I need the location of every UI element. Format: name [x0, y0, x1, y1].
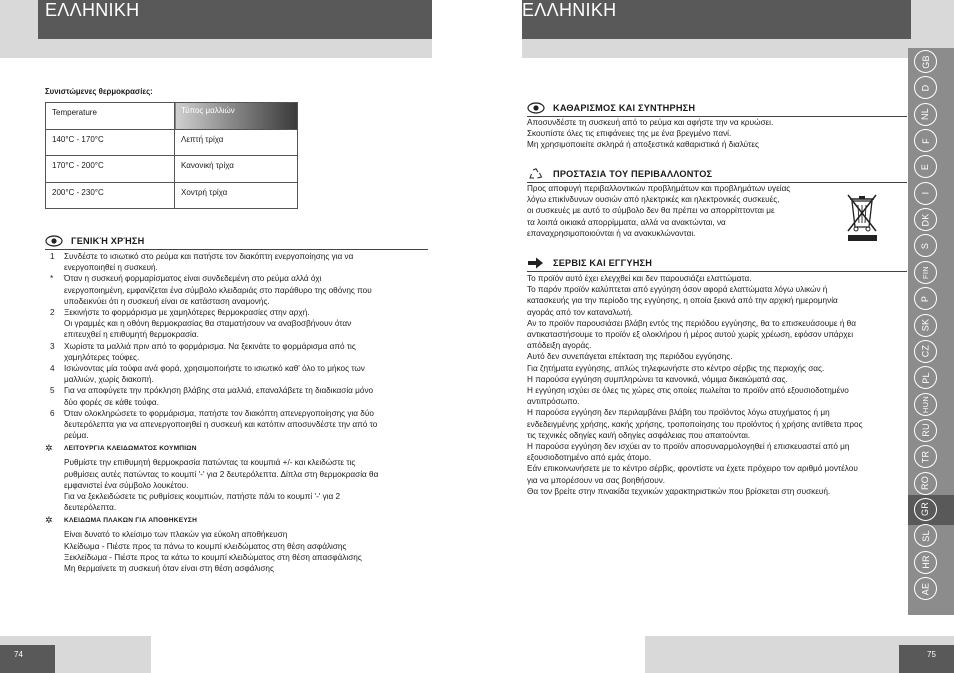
language-tab-dk[interactable] — [914, 208, 937, 231]
general-use-list — [45, 251, 425, 574]
list-item-number: 2 — [50, 308, 55, 318]
paragraph-line: Εάν επικοινωνήσετε με το κέντρο σέρβις, φροντίστε να έχετε πρόχειρο τον αριθμό μοντέλου — [527, 464, 858, 474]
paragraph-line: Η παρούσα εγγύηση δεν περιλαμβάνει βλάβη του προϊόντος λόγω ατυχήματος ή μη — [527, 408, 830, 418]
language-tab-label: RO — [920, 476, 931, 491]
table-cell: 170°C - 200°C — [46, 156, 175, 183]
paragraph-line: για να μπορέσουν να σας βοηθήσουν. — [527, 475, 666, 485]
page-title: ΕΛΛΗΝΙΚΗ — [45, 0, 140, 20]
button-lock-title: ΛΕΙΤΟΥΡΓΙΑ ΚΛΕΙΔΩΜΑΤΟΣ ΚΟΥΜΠΙΩΝ — [64, 445, 197, 453]
service-heading — [527, 257, 652, 269]
paragraph-line: Μη χρησιμοποιείτε σκληρά ή αποξεστικά καθαριστικά ή διαλύτες — [527, 140, 759, 150]
paragraph-line: Αν το προϊόν παρουσιάσει βλάβη εντός της περιόδου εγγύησης, θα το επισκευάσουμε ή θα — [527, 318, 856, 328]
table-row — [46, 182, 298, 209]
list-item — [45, 296, 425, 307]
language-tab-label: DK — [920, 213, 931, 227]
paragraph-line: ενδεδειγμένης χρήσης, κακής χρήσης, τροποποίησης του προϊόντος ή χρήσης αντίθετα προς — [527, 419, 863, 429]
list-item — [45, 385, 425, 396]
plate-lock-subheading — [45, 515, 425, 526]
recommended-temps-label: Συνιστώμενες θερμοκρασίες: — [45, 87, 153, 96]
paragraph-line: Για να ξεκλειδώσετε τις ρυθμίσεις κουμπιών, πατήστε πάλι το κουμπί '-' για 2 — [64, 492, 341, 502]
gear-icon: ✲ — [45, 515, 53, 526]
language-tab-label: TR — [920, 450, 931, 464]
list-item-text: Για να αποφύγετε την πρόκληση βλάβης στα μαλλιά, επαναλάβετε τη διαδικασία μόνο — [64, 386, 374, 396]
list-item-number — [45, 285, 64, 296]
gear-icon: ✲ — [45, 443, 53, 454]
language-tab-label: HR — [920, 555, 931, 569]
list-item-text: επιτευχθεί η επιθυμητή θερμοκρασία. — [64, 330, 199, 340]
list-item — [45, 273, 425, 284]
language-tab-gr[interactable] — [914, 498, 937, 521]
language-tab-label: E — [920, 163, 931, 171]
language-tab-label: SK — [920, 318, 931, 332]
list-item-number: 5 — [50, 386, 55, 396]
paragraph-line: Η παρούσα εγγύηση δεν ισχύει αν το προϊόν αποσυναρμολογηθεί ή επισκευαστεί από μη — [527, 442, 850, 452]
list-item-text: Όταν η συσκευή φορμαρίσματος είναι συνδεδεμένη στο ρεύμα αλλά όχι — [64, 274, 322, 284]
list-item — [45, 341, 425, 352]
cleaning-heading — [527, 102, 695, 114]
list-item-number — [45, 397, 64, 408]
list-item-number — [45, 430, 64, 441]
list-item-number — [45, 262, 64, 273]
paragraph-line: Ρυθμίστε την επιθυμητή θερμοκρασία πατώντας τα κουμπιά +/- και κλειδώστε τις — [64, 458, 356, 468]
paragraph-line: Σκουπίστε όλες τις επιφάνειες της με ένα βρεγμένο πανί. — [527, 129, 732, 139]
list-item — [45, 329, 425, 340]
list-item-text: δευτερόλεπτα για να απενεργοποιηθεί η συσκευή και κατόπιν αποσυνδέστε την από το — [64, 420, 378, 430]
language-tab-label: RU — [920, 423, 931, 438]
language-tab-hr[interactable] — [914, 551, 937, 574]
paragraph-line: Κλείδωμα - Πιέστε προς τα πάνω το κουμπί κλειδώματος στη θέση ασφάλισης — [64, 541, 347, 551]
list-item-number — [45, 374, 64, 385]
list-item — [45, 318, 425, 329]
table-header-cell: Temperature — [46, 103, 175, 130]
language-tab-ro[interactable] — [914, 472, 937, 495]
general-use-heading — [45, 235, 144, 247]
list-item-text: Οι γραμμές και η οθόνη θερμοκρασίας θα σταματήσουν να αναβοσβήνουν όταν — [64, 319, 352, 329]
language-tab-p[interactable] — [914, 287, 937, 310]
paragraph-line: αγοράς από τον καταναλωτή. — [527, 307, 633, 317]
table-header-cell: Τύπος μαλλιών — [175, 103, 298, 130]
table-row — [46, 129, 298, 156]
language-tab-label: HUN — [921, 395, 930, 413]
list-item-text: Όταν ολοκληρώσετε το φορμάρισμα, πατήστε τον διακόπτη απενεργοποίησης για δύο — [64, 408, 374, 418]
language-tab-label: P — [920, 295, 931, 302]
general-use-title: ΓΕΝΙΚΉ ΧΡΉΣΗ — [71, 236, 145, 246]
paragraph-line: Αποσυνδέστε τη συσκευή από το ρεύμα και αφήστε την να κρυώσει. — [527, 118, 774, 127]
table-header-row — [46, 103, 298, 130]
paragraph-line: Το προϊόν αυτό έχει ελεγχθεί και δεν παρουσιάζει ελαττώματα. — [527, 274, 752, 283]
paragraph-line: τις τεχνικές οδηγίες και/ή οδηγίες ασφάλειας που απαιτούνται. — [527, 430, 751, 440]
list-item-text: χαμηλότερες τούφες. — [64, 352, 140, 362]
paragraph-line: Θα τον βρείτε στην πινακίδα τεχνικών χαρακτηριστικών που βρίσκεται στη συσκευή. — [527, 486, 831, 496]
list-item — [45, 363, 425, 374]
list-item — [45, 285, 425, 296]
list-item — [45, 397, 425, 408]
paragraph-line: Η παρούσα εγγύηση συμπληρώνει τα κανονικά, νόμιμα δικαιώματά σας. — [527, 374, 788, 384]
plate-lock-title: ΚΛΕΙΔΩΜΑ ΠΛΑΚΩΝ ΓΙΑ ΑΠΟΘΗΚΕΥΣΗ — [64, 517, 198, 525]
list-item-text: Συνδέστε το ισιωτικό στο ρεύμα και πατήστε τον διακόπτη ενεργοποίησης για να — [64, 252, 354, 261]
language-tab-label: FIN — [920, 265, 930, 279]
list-item — [45, 251, 425, 262]
list-item-number: 3 — [50, 341, 55, 351]
language-tab-label: GR — [920, 502, 931, 517]
language-tab-label: I — [920, 191, 931, 195]
paragraph-line: αντιπρόσωπο. — [527, 397, 580, 407]
environment-text — [527, 183, 827, 239]
list-item-text: ρεύμα. — [64, 431, 89, 441]
paragraph-line: Η εγγύηση ισχύει σε όλες τις χώρες στις οποίες πωλείται το προϊόν από εξουσιοδοτημένο — [527, 386, 849, 396]
service-text — [527, 273, 909, 497]
paragraph-line: δευτερόλεπτα. — [64, 503, 117, 513]
environment-heading — [527, 168, 712, 180]
paragraph-line: Μη θερμαίνετε τη συσκευή όταν είναι στη θέση ασφάλισης — [64, 564, 274, 574]
language-tab-label: D — [920, 84, 931, 92]
list-item-text: Χωρίστε τα μαλλιά πριν από το φορμάρισμα. Να ξεκινάτε το φορμάρισμα από τις — [64, 341, 356, 351]
language-tab-ru[interactable] — [914, 419, 937, 442]
service-title: ΣΕΡΒΙΣ ΚΑΙ ΕΓΓΥΗΣΗ — [553, 258, 653, 268]
list-item-number: 6 — [50, 408, 55, 418]
list-item-number — [45, 296, 64, 307]
language-tab-gb[interactable] — [914, 50, 937, 73]
list-item-number: * — [50, 274, 54, 284]
eye-icon — [45, 235, 63, 247]
list-item-number — [45, 419, 64, 430]
language-tab-label: PL — [920, 371, 931, 384]
recycle-icon — [527, 168, 545, 180]
list-item — [45, 408, 425, 419]
list-item — [45, 262, 425, 273]
language-tab-f[interactable] — [914, 129, 937, 152]
paragraph-line: Αυτό δεν συνεπάγεται επέκταση της περιόδου εγγύησης. — [527, 352, 733, 362]
table-cell: Λεπτή τρίχα — [175, 129, 298, 156]
list-item-number — [45, 318, 64, 329]
paragraph-line: εξουσιοδοτημένο από εμάς άτομο. — [527, 453, 652, 463]
table-cell: Κανονική τρίχα — [175, 156, 298, 183]
arrow-right-icon — [527, 257, 545, 269]
language-tab-fin[interactable] — [914, 261, 937, 284]
language-tab-cz[interactable] — [914, 340, 937, 363]
eye-icon — [527, 102, 545, 114]
paragraph-line: Προς αποφυγή περιβαλλοντικών προβλημάτων και προβλημάτων υγείας — [527, 184, 791, 193]
cleaning-title: ΚΑΘΑΡΙΣΜΟΣ ΚΑΙ ΣΥΝΤΗΡΗΣΗ — [553, 103, 696, 113]
list-item — [45, 307, 425, 318]
language-tab-label: S — [920, 242, 931, 250]
paragraph-line: οι συσκευές με αυτό το σύμβολο δεν θα πρέπει να απορρίπτονται με — [527, 206, 775, 216]
paragraph-line: Είναι δυνατό το κλείσιμο των πλακών για εύκολη αποθήκευση — [64, 530, 288, 540]
language-tab-label: GB — [920, 54, 931, 69]
language-tab-i[interactable] — [914, 182, 937, 205]
list-item-text: Ισιώνοντας μία τούφα ανά φορά, χρησιμοποιήστε το ισιωτικό καθ' όλο το μήκος των — [64, 364, 365, 374]
list-item — [45, 374, 425, 385]
list-item-text: ενεργοποιημένη, εμφανίζεται ένα σύμβολο κλειδαριάς στο παράθυρο της οθόνης που — [64, 285, 372, 295]
list-item-number: 1 — [50, 252, 55, 261]
table-cell: 200°C - 230°C — [46, 182, 175, 209]
paragraph-line: κατασκευής για την περίοδο της εγγύησης, η οποία ξεκινά από την αρχική ημερομηνία — [527, 296, 838, 306]
paragraph-line: επαναχρησιμοποιούνται ή να ανακυκλώνονται. — [527, 228, 696, 238]
paragraph-line: αντικαταστήσουμε το προϊόν εξ ολοκλήρου ή μέρος αυτού χωρίς χρέωση, εφόσον υπάρχει — [527, 330, 854, 340]
list-item — [45, 419, 425, 430]
paragraph-line: απόδειξη αγοράς. — [527, 341, 592, 351]
temperature-table — [45, 102, 298, 209]
list-item-text: Ξεκινήστε το φορμάρισμα με χαμηλότερες θερμοκρασίες στην αρχή. — [64, 308, 310, 318]
cleaning-text — [527, 117, 909, 151]
weee-bin-icon — [845, 193, 879, 243]
list-item-number — [45, 352, 64, 363]
paragraph-line: Το παρόν προϊόν καλύπτεται από εγγύηση όσον αφορά ελαττώματα λόγω υλικών ή — [527, 285, 828, 295]
language-tab-label: AE — [920, 582, 931, 595]
list-item-number: 4 — [50, 364, 55, 374]
language-tab-hun[interactable] — [914, 393, 937, 416]
environment-title: ΠΡΟΣΤΑΣΙΑ ΤΟΥ ΠΕΡΙΒΑΛΛΟΝΤΟΣ — [553, 169, 713, 179]
table-row — [46, 156, 298, 183]
paragraph-line: λόγω επικίνδυνων ουσιών από ηλεκτρικές και ηλεκτρονικές συσκευές, — [527, 195, 780, 205]
language-tab-label: CZ — [920, 345, 931, 358]
language-tab-label: SL — [920, 529, 931, 542]
list-item-text: δύο φορές σε κάθε τούφα. — [64, 397, 159, 407]
list-item-text: ενεργοποιηθεί η συσκευή. — [64, 263, 158, 273]
language-tab-sk[interactable] — [914, 314, 937, 337]
language-tab-label: NL — [920, 108, 931, 121]
paragraph-line: ρυθμίσεις αυτές πατώντας το κουμπί '-' για 2 δευτερόλεπτα. Δίπλα στη θερμοκρασία θα — [64, 469, 379, 479]
paragraph-line: εμφανιστεί ένα σύμβολο λουκέτου. — [64, 480, 189, 490]
table-cell: Χοντρή τρίχα — [175, 182, 298, 209]
page-number: 75 — [899, 645, 954, 673]
table-cell: 140°C - 170°C — [46, 129, 175, 156]
list-item-number — [45, 329, 64, 340]
page-number: 74 — [0, 645, 55, 673]
paragraph-line: τα λοιπά οικιακά απορρίμματα, αλλά να ανακτώνται, να — [527, 217, 726, 227]
list-item — [45, 430, 425, 441]
list-item-text: μαλλιών, χωρίς διακοπή. — [64, 375, 154, 385]
language-tab-label: F — [920, 137, 931, 144]
paragraph-line: Για ζητήματα εγγύησης, απλώς τηλεφωνήστε στο κέντρο σέρβις της περιοχής σας. — [527, 363, 825, 373]
list-item-text: υποδεικνύει ότι η συσκευή είναι σε κατάσταση αναμονής. — [64, 296, 270, 306]
button-lock-subheading — [45, 443, 425, 454]
list-item — [45, 352, 425, 363]
section-divider — [45, 249, 428, 250]
language-tab-nl[interactable] — [914, 103, 937, 126]
page-title: ΕΛΛΗΝΙΚΗ — [522, 0, 617, 20]
paragraph-line: Ξεκλείδωμα - Πιέστε προς τα κάτω το κουμπί κλειδώματος στη θέση απασφάλισης — [64, 552, 362, 562]
language-tab-ae[interactable] — [914, 577, 937, 600]
section-divider — [527, 271, 907, 272]
